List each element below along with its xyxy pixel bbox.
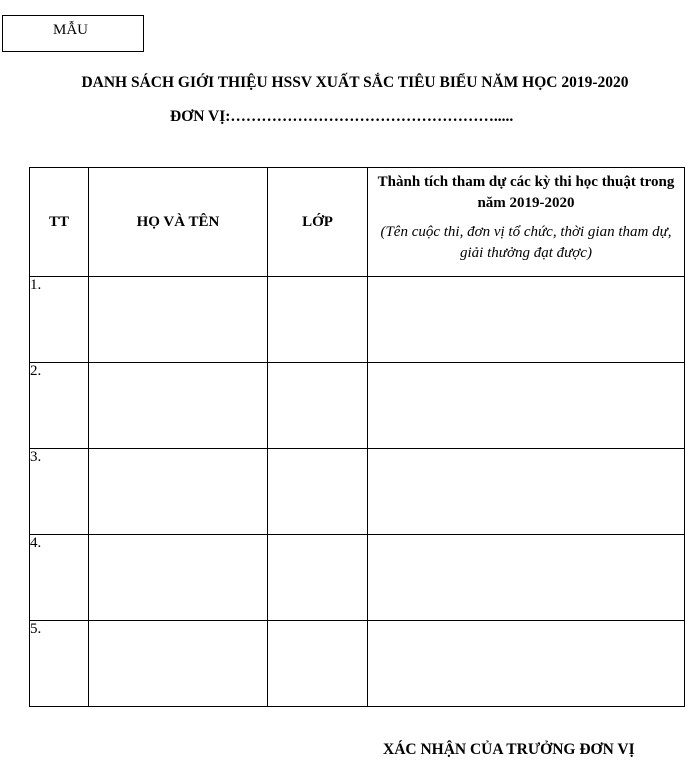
row-number: 4. xyxy=(30,535,89,621)
header-tt: TT xyxy=(30,168,89,277)
header-achievement-title: Thành tích tham dự các kỳ thi học thuật trong năm 2019-2020 xyxy=(377,174,675,211)
achievement-cell[interactable] xyxy=(368,449,685,535)
achievement-cell[interactable] xyxy=(368,363,685,449)
form-label-box xyxy=(2,15,144,52)
table-row xyxy=(30,535,685,621)
row-number: 5. xyxy=(30,621,89,707)
achievement-cell[interactable] xyxy=(368,621,685,707)
row-number: 1. xyxy=(30,277,89,363)
name-cell[interactable] xyxy=(89,621,268,707)
table-header-row xyxy=(30,168,685,277)
name-cell[interactable] xyxy=(89,277,268,363)
class-cell[interactable] xyxy=(268,449,368,535)
table-row xyxy=(30,621,685,707)
confirmation-heading: XÁC NHẬN CỦA TRƯỞNG ĐƠN VỊ xyxy=(383,741,635,758)
achievement-cell[interactable] xyxy=(368,535,685,621)
table-row xyxy=(30,363,685,449)
header-achievement-note: (Tên cuộc thi, đơn vị tổ chức, thời gian tham dự, giải thưởng đạt được) xyxy=(380,224,672,261)
row-number: 3. xyxy=(30,449,89,535)
header-name: HỌ VÀ TÊN xyxy=(89,168,268,277)
table-row xyxy=(30,277,685,363)
class-cell[interactable] xyxy=(268,277,368,363)
class-cell[interactable] xyxy=(268,363,368,449)
name-cell[interactable] xyxy=(89,449,268,535)
name-cell[interactable] xyxy=(89,535,268,621)
header-class: LỚP xyxy=(268,168,368,277)
class-cell[interactable] xyxy=(268,535,368,621)
document-title: DANH SÁCH GIỚI THIỆU HSSV XUẤT SẮC TIÊU BIỂU NĂM HỌC 2019-2020 xyxy=(81,74,629,91)
class-cell[interactable] xyxy=(268,621,368,707)
form-label: MẪU xyxy=(53,22,89,38)
achievement-cell[interactable] xyxy=(368,277,685,363)
nomination-table xyxy=(29,167,685,707)
header-achievement xyxy=(368,168,685,277)
name-cell[interactable] xyxy=(89,363,268,449)
table-row xyxy=(30,449,685,535)
row-number: 2. xyxy=(30,363,89,449)
unit-line: ĐƠN VỊ:……………………………………………..... xyxy=(170,108,514,125)
